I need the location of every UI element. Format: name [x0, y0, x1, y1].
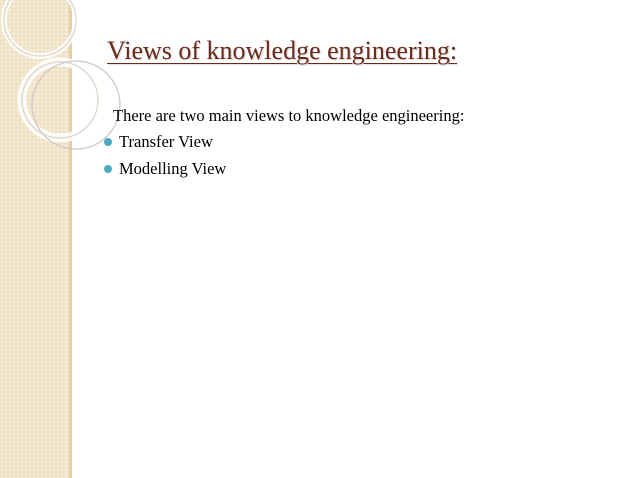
intro-text: There are two main views to knowledge engineering:	[113, 106, 465, 125]
bullet-icon	[104, 165, 112, 173]
bullet-label: Modelling View	[119, 159, 227, 178]
list-item	[104, 159, 226, 186]
slide-title: Views of knowledge engineering:	[107, 36, 458, 65]
list-item	[104, 132, 226, 159]
bullet-icon	[104, 138, 112, 146]
bullet-list	[104, 132, 226, 186]
bullet-label: Transfer View	[119, 132, 213, 151]
